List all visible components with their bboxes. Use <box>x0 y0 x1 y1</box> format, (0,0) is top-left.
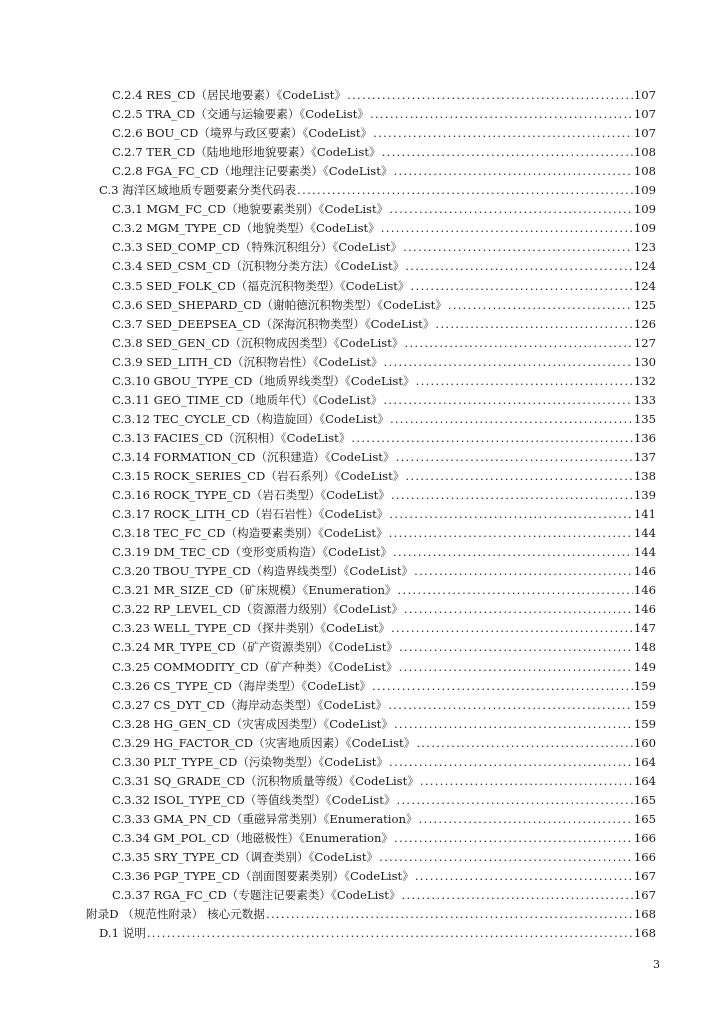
toc-leader-dots <box>388 696 633 715</box>
toc-entry-title: C.3.16 ROCK_TYPE_CD（岩石类型）《CodeList》 <box>112 488 390 503</box>
toc-entry-page: 127 <box>633 335 656 350</box>
toc-entry[interactable] <box>112 162 656 181</box>
toc-entry-title: C.3.22 RP_LEVEL_CD（资源潜力级别）《CodeList》 <box>112 602 403 617</box>
toc-entry-title: C.3.23 WELL_TYPE_CD（探井类别）《CodeList》 <box>112 621 390 636</box>
toc-entry[interactable] <box>112 848 656 867</box>
toc-leader-dots <box>404 334 632 353</box>
toc-leader-dots <box>147 924 633 943</box>
toc-leader-dots <box>391 486 633 505</box>
toc-entry[interactable] <box>112 829 656 848</box>
toc-entry-title: C.3.1 MGM_FC_CD（地貌要素类别）《CodeList》 <box>112 202 389 217</box>
toc-entry-title: C.2.4 RES_CD（居民地要素）《CodeList》 <box>112 88 347 102</box>
toc-entry-title: C.3.18 TEC_FC_CD（构造要素类别）《CodeList》 <box>112 526 388 541</box>
toc-entry-page: 146 <box>633 564 656 579</box>
toc-entry-title: C.3.31 SQ_GRADE_CD（沉积物质量等级）《CodeList》 <box>112 773 419 788</box>
toc-entry[interactable] <box>99 924 656 943</box>
toc-entry-page: 125 <box>633 297 656 312</box>
toc-entry-page: 146 <box>633 583 656 598</box>
toc-leader-dots <box>389 753 633 772</box>
toc-entry-title: C.3.34 GM_POL_CD（地磁极性）《Enumeration》 <box>112 830 394 845</box>
toc-entry-title: C.3.21 MR_SIZE_CD（矿床规模）《Enumeration》 <box>112 583 397 598</box>
toc-entry[interactable] <box>112 543 656 562</box>
toc-entry[interactable] <box>112 353 656 372</box>
toc-leader-dots <box>435 315 632 334</box>
toc-entry-title: C.3 海洋区域地质专题要素分类代码表 <box>99 183 297 198</box>
toc-entry[interactable] <box>112 638 656 657</box>
toc-entry-page: 168 <box>633 926 656 941</box>
toc-leader-dots <box>347 86 633 105</box>
toc-entry-page: 149 <box>633 659 656 674</box>
toc-entry-page: 109 <box>633 221 656 236</box>
toc-entry[interactable] <box>112 334 656 353</box>
toc-entry[interactable] <box>112 296 656 315</box>
toc-entry[interactable] <box>112 791 656 810</box>
toc-entry-page: 159 <box>633 716 656 731</box>
toc-leader-dots <box>394 829 633 848</box>
toc-entry-title: C.3.15 ROCK_SERIES_CD（岩石系列）《CodeList》 <box>112 469 405 483</box>
toc-entry-page: 109 <box>633 183 656 198</box>
toc-entry-page: 141 <box>633 507 656 522</box>
toc-entry[interactable] <box>112 696 656 715</box>
toc-entry-title: C.3.30 PLT_TYPE_CD（污染物类型）《CodeList》 <box>112 754 389 769</box>
toc-entry[interactable] <box>112 467 656 486</box>
toc-entry[interactable] <box>112 257 656 276</box>
toc-leader-dots <box>419 810 633 829</box>
toc-leader-dots <box>393 543 633 562</box>
toc-entry-title: C.3.13 FACIES_CD（沉积相）《CodeList》 <box>112 430 351 445</box>
toc-leader-dots <box>416 734 633 753</box>
toc-entry[interactable] <box>112 772 656 791</box>
toc-entry-title: C.3.20 TBOU_TYPE_CD（构造界线类型）《CodeList》 <box>112 564 414 579</box>
toc-entry-page: 124 <box>633 278 656 293</box>
toc-entry[interactable] <box>112 124 656 143</box>
toc-entry-page: 168 <box>633 907 656 922</box>
toc-entry-page: 138 <box>633 469 656 483</box>
toc-entry[interactable] <box>112 562 656 581</box>
toc-leader-dots <box>372 677 633 696</box>
toc-leader-dots <box>384 353 633 372</box>
toc-leader-dots <box>391 619 633 638</box>
toc-entry-title: C.3.29 HG_FACTOR_CD（灾害地质因素）《CodeList》 <box>112 735 416 750</box>
toc-entry-title: C.3.9 SED_LITH_CD（沉积物岩性）《CodeList》 <box>112 354 383 369</box>
toc-leader-dots <box>390 410 633 429</box>
toc-entry-title: C.3.17 ROCK_LITH_CD（岩石岩性）《CodeList》 <box>112 507 389 522</box>
toc-entry-page: 107 <box>633 126 656 141</box>
toc-leader-dots <box>379 848 633 867</box>
toc-entry-page: 108 <box>633 145 656 160</box>
toc-leader-dots <box>399 638 633 657</box>
toc-entry[interactable] <box>112 86 656 105</box>
toc-leader-dots <box>389 505 632 524</box>
toc-entry[interactable] <box>112 753 656 772</box>
toc-entry-page: 165 <box>633 792 656 807</box>
toc-entry[interactable] <box>112 277 656 296</box>
toc-entry[interactable] <box>112 429 656 448</box>
toc-entry-page: 130 <box>633 354 656 369</box>
toc-entry-title: C.3.7 SED_DEEPSEA_CD（深海沉积物类型）《CodeList》 <box>112 316 435 331</box>
toc-entry-title: C.3.37 RGA_FC_CD（专题注记要素类）《CodeList》 <box>112 888 401 903</box>
toc-entry-title: C.3.28 HG_GEN_CD（灾害成因类型）《CodeList》 <box>112 716 393 731</box>
toc-entry-title: C.2.7 TER_CD（陆地地形地貌要素）《CodeList》 <box>112 145 381 160</box>
toc-entry-page: 165 <box>633 811 656 826</box>
toc-entry[interactable] <box>112 410 656 429</box>
toc-leader-dots <box>414 562 633 581</box>
toc-entry[interactable] <box>112 105 656 124</box>
toc-entry-page: 144 <box>633 545 656 560</box>
toc-entry[interactable] <box>112 219 656 238</box>
toc-leader-dots <box>420 772 633 791</box>
toc-entry-title: C.3.8 SED_GEN_CD（沉积物成因类型）《CodeList》 <box>112 335 404 350</box>
toc-entry[interactable] <box>112 238 656 257</box>
toc-entry-page: 166 <box>633 830 656 845</box>
toc-entry[interactable] <box>99 181 656 200</box>
toc-entry[interactable] <box>112 619 656 638</box>
toc-entry-page: 132 <box>633 373 656 388</box>
toc-entry-page: 159 <box>633 697 656 712</box>
toc-entry[interactable] <box>112 581 656 600</box>
page-number: 3 <box>653 958 660 971</box>
toc-entry-page: 107 <box>633 107 656 122</box>
toc-entry[interactable] <box>112 734 656 753</box>
toc-leader-dots <box>383 391 632 410</box>
toc-entry-page: 148 <box>633 640 656 655</box>
toc-entry[interactable] <box>112 600 656 619</box>
toc-entry-title: C.2.8 FGA_FC_CD（地理注记要素类）《CodeList》 <box>112 164 393 179</box>
toc-entry-title: C.3.27 CS_DYT_CD（海岸动态类型）《CodeList》 <box>112 697 388 712</box>
toc-entry[interactable] <box>112 315 656 334</box>
toc-entry[interactable] <box>112 143 656 162</box>
toc-entry[interactable] <box>112 486 656 505</box>
toc-entry-title: C.3.33 GMA_PN_CD（重磁异常类别）《Enumeration》 <box>112 811 418 826</box>
toc-leader-dots <box>402 886 633 905</box>
toc-entry-title: C.2.5 TRA_CD（交通与运输要素）《CodeList》 <box>112 107 369 122</box>
toc-entry[interactable] <box>112 810 656 829</box>
toc-entry-page: 137 <box>633 449 656 464</box>
toc-leader-dots <box>396 791 632 810</box>
toc-entry-page: 108 <box>633 164 656 179</box>
toc-entry[interactable] <box>112 524 656 543</box>
toc-leader-dots <box>389 524 633 543</box>
toc-entry[interactable] <box>112 886 656 905</box>
toc-entry-page: 144 <box>633 526 656 541</box>
toc-entry-title: 附录D （规范性附录） 核心元数据 <box>86 907 265 922</box>
toc-leader-dots <box>382 143 633 162</box>
toc-entry-title: C.3.32 ISOL_TYPE_CD（等值线类型）《CodeList》 <box>112 792 396 807</box>
toc-entry-title: C.3.35 SRY_TYPE_CD（调查类别）《CodeList》 <box>112 850 379 864</box>
toc-entry-page: 167 <box>633 869 656 884</box>
toc-entry-page: 135 <box>633 411 656 426</box>
toc-entry[interactable] <box>112 448 656 467</box>
toc-leader-dots <box>404 600 633 619</box>
toc-entry-page: 160 <box>633 735 656 750</box>
toc-entry-page: 164 <box>633 754 656 769</box>
toc-leader-dots <box>389 200 633 219</box>
toc-entry-title: C.3.12 TEC_CYCLE_CD（构造旋回）《CodeList》 <box>112 411 389 426</box>
toc-leader-dots <box>370 105 633 124</box>
toc-leader-dots <box>405 257 633 276</box>
toc-entry-page: 159 <box>633 678 656 693</box>
toc-entry-page: 136 <box>633 430 656 445</box>
toc-leader-dots <box>266 905 633 924</box>
toc-entry-page: 123 <box>633 240 656 255</box>
toc-entry-title: C.3.26 CS_TYPE_CD（海岸类型）《CodeList》 <box>112 678 371 693</box>
toc-entry-title: C.3.11 GEO_TIME_CD（地质年代）《CodeList》 <box>112 392 383 407</box>
toc-leader-dots <box>399 658 633 677</box>
toc-entry-title: C.3.5 SED_FOLK_CD（福克沉积物类型）《CodeList》 <box>112 278 410 293</box>
toc-leader-dots <box>411 277 633 296</box>
toc-entry-title: C.3.19 DM_TEC_CD（变形变质构造）《CodeList》 <box>112 545 392 560</box>
toc-entry[interactable] <box>112 391 656 410</box>
toc-entry-title: C.3.14 FORMATION_CD（沉积建造）《CodeList》 <box>112 449 395 464</box>
toc-entry-page: 167 <box>633 888 656 903</box>
toc-leader-dots <box>351 429 632 448</box>
toc-entry-title: C.3.6 SED_SHEPARD_CD（谢帕德沉积物类型）《CodeList》 <box>112 297 447 312</box>
toc-leader-dots <box>403 238 633 257</box>
toc-leader-dots <box>394 715 633 734</box>
toc-entry-page: 166 <box>633 850 656 864</box>
toc-entry-title: C.3.2 MGM_TYPE_CD（地貌类型）《CodeList》 <box>112 221 380 236</box>
toc-entry[interactable] <box>112 677 656 696</box>
toc-leader-dots <box>405 467 632 486</box>
toc-entry-title: C.3.25 COMMODITY_CD（矿产种类）《CodeList》 <box>112 659 398 674</box>
toc-entry-title: D.1 说明 <box>99 926 146 941</box>
toc-entry[interactable] <box>112 372 656 391</box>
toc-entry[interactable] <box>112 200 656 219</box>
toc-entry-title: C.3.4 SED_CSM_CD（沉积物分类方法）《CodeList》 <box>112 259 405 274</box>
toc-entry[interactable] <box>112 505 656 524</box>
toc-entry-page: 139 <box>633 488 656 503</box>
toc-leader-dots <box>396 448 633 467</box>
toc-entry-page: 147 <box>633 621 656 636</box>
toc-leader-dots <box>297 181 633 200</box>
toc-entry[interactable] <box>112 658 656 677</box>
toc-leader-dots <box>415 867 633 886</box>
toc-entry-title: C.3.3 SED_COMP_CD（特殊沉积组分）《CodeList》 <box>112 240 403 255</box>
toc-entry-page: 109 <box>633 202 656 217</box>
toc-entry-page: 133 <box>633 392 656 407</box>
toc-leader-dots <box>398 581 633 600</box>
toc-leader-dots <box>416 372 633 391</box>
toc-leader-dots <box>373 124 633 143</box>
toc-entry-title: C.3.10 GBOU_TYPE_CD（地质界线类型）《CodeList》 <box>112 373 415 388</box>
toc-entry-title: C.3.24 MR_TYPE_CD（矿产资源类别）《CodeList》 <box>112 640 398 655</box>
toc-entry-page: 126 <box>633 316 656 331</box>
toc-entry[interactable] <box>112 715 656 734</box>
toc-leader-dots <box>448 296 633 315</box>
toc-leader-dots <box>381 219 633 238</box>
toc-entry[interactable] <box>86 905 656 924</box>
toc-entry-page: 107 <box>633 88 656 102</box>
toc-entry-page: 146 <box>633 602 656 617</box>
toc-leader-dots <box>394 162 633 181</box>
toc-entry-title: C.3.36 PGP_TYPE_CD（剖面图要素类别）《CodeList》 <box>112 869 414 884</box>
toc-entry-title: C.2.6 BOU_CD（境界与政区要素）《CodeList》 <box>112 126 373 141</box>
toc-entry-page: 164 <box>633 773 656 788</box>
toc-entry[interactable] <box>112 867 656 886</box>
toc-entry-page: 124 <box>633 259 656 274</box>
